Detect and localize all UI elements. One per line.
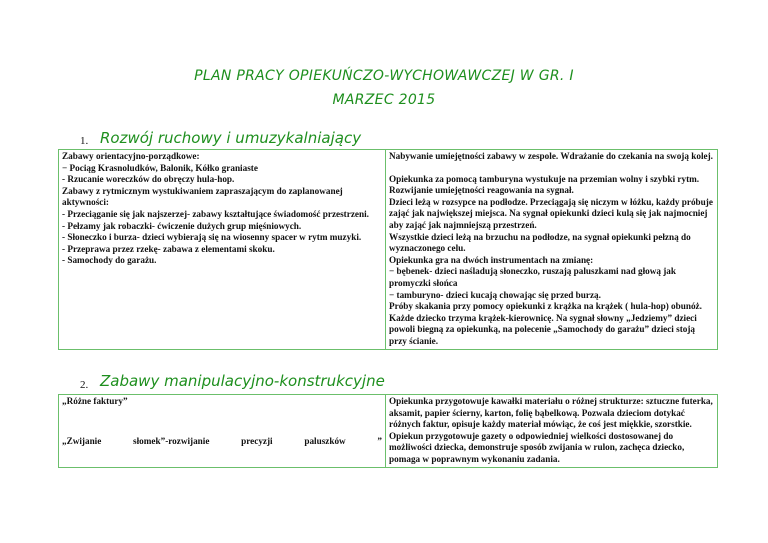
text-line: − tamburyno- dzieci kucają chowając się przed burzą. — [389, 289, 601, 300]
section1-heading: Rozwój ruchowy i umuzykalniający — [100, 129, 362, 147]
section2-heading: Zabawy manipulacyjno-konstrukcyjne — [100, 372, 385, 390]
word: słomek”-rozwijanie — [133, 435, 210, 446]
s2-left-p1: „Różne faktury” — [62, 396, 128, 406]
s1-right-p1: Nabywanie umiejętności zabawy w zespole. Wdrażanie do czekania na swoją kolej. — [389, 151, 713, 161]
section1-right-cell — [386, 150, 718, 350]
section2-right-cell — [386, 395, 718, 468]
text-line: - Pełzamy jak robaczki- ćwiczenie dużych grup mięśniowych. — [62, 220, 302, 231]
section1-left-cell — [59, 150, 386, 350]
section2-table — [58, 394, 718, 468]
text-line: − Pociąg Krasnoludków, Balonik, Kółko graniaste — [62, 162, 258, 173]
s1-left-p2 — [62, 186, 382, 267]
text-line: - Samochody do garażu. — [62, 255, 157, 266]
section2-left-cell — [59, 395, 386, 468]
text-line: Opiekunka gra na dwóch instrumentach na zmianę: — [389, 254, 594, 265]
text-line: Każde dziecko trzyma krążek-kierownicę. Na sygnał słowny „Jedziemy” dzieci powoli biegną za opiekunką, na polecenie „Samochody do garażu” dzieci stoją przy ścianie. — [389, 312, 697, 346]
text-line: Opiekunka za pomocą tamburyna wystukuje na przemian wolny i szybki rytm. Rozwijanie umiejętności reagowania na sygnał. — [389, 173, 700, 196]
word: ” — [377, 435, 382, 446]
text-line: - Rzucanie woreczków do obręczy hula-hop. — [62, 174, 235, 185]
document-subtitle: MARZEC 2015 — [332, 92, 436, 108]
word: precyzji — [241, 435, 273, 446]
section2-number: 2. — [80, 379, 89, 391]
s2-right-p1: Opiekunka przygotowuje kawałki materiału o różnej strukturze: sztuczne futerka, aksamit, papier ścierny, karton, folię bąbelkową. Pozwala dzieciom dotykać różnych faktur, opisuje każdy materiał mówiąc, że coś jest miękkie, szorstkie. — [389, 396, 713, 430]
text-line: − bębenek- dzieci naśladują słoneczko, ruszają paluszkami nad głową jak promyczki słońca — [389, 266, 677, 288]
word: paluszków — [304, 435, 346, 446]
word: „Zwijanie — [62, 435, 102, 446]
text-line: - Przeprawa przez rzekę- zabawa z elementami skoku. — [62, 243, 275, 254]
text-line: Zabawy z rytmicznym wystukiwaniem zapraszającym do zaplanowanej aktywności: — [62, 185, 343, 208]
text-line: Dzieci leżą w rozsypce na podłodze. Przeciągają się niczym w łóżku, każdy próbuje zająć jak największej miejsca. Na sygnał opiekunki dzieci kulą się jak najmocniej aby zająć jak najmniejszą przestrzeń. — [389, 196, 713, 230]
text-line: Zabawy orientacyjno-porządkowe: — [62, 151, 200, 161]
document-title: PLAN PRACY OPIEKUŃCZO-WYCHOWAWCZEJ W GR. I — [194, 68, 574, 84]
section1-number: 1. — [80, 135, 89, 147]
text-line: - Słoneczko i burza- dzieci wybierają się na wiosenny spacer w rytm muzyki. — [62, 232, 362, 243]
s2-left-p2 — [62, 436, 382, 448]
text-line: Wszystkie dzieci leżą na brzuchu na podłodze, na sygnał opiekunki pełzną do wyznaczonego celu. — [389, 231, 691, 254]
section1-table — [58, 149, 718, 350]
text-line: Próby skakania przy pomocy opiekunki z krążka na krążek ( hula-hop) obunóż. — [389, 301, 702, 312]
s1-left-p1 — [62, 151, 382, 186]
s1-right-p2 — [389, 174, 714, 348]
s2-right-p2: Opiekun przygotowuje gazety o odpowiedniej wielkości dostosowanej do możliwości dziecka, demonstruje sposób zwijania w rulon, zachęca dziecko, pomaga w poprawnym wykonaniu zadania. — [389, 430, 685, 464]
text-line: - Przeciąganie się jak najszerzej- zabawy kształtujące świadomość przestrzeni. — [62, 208, 369, 219]
